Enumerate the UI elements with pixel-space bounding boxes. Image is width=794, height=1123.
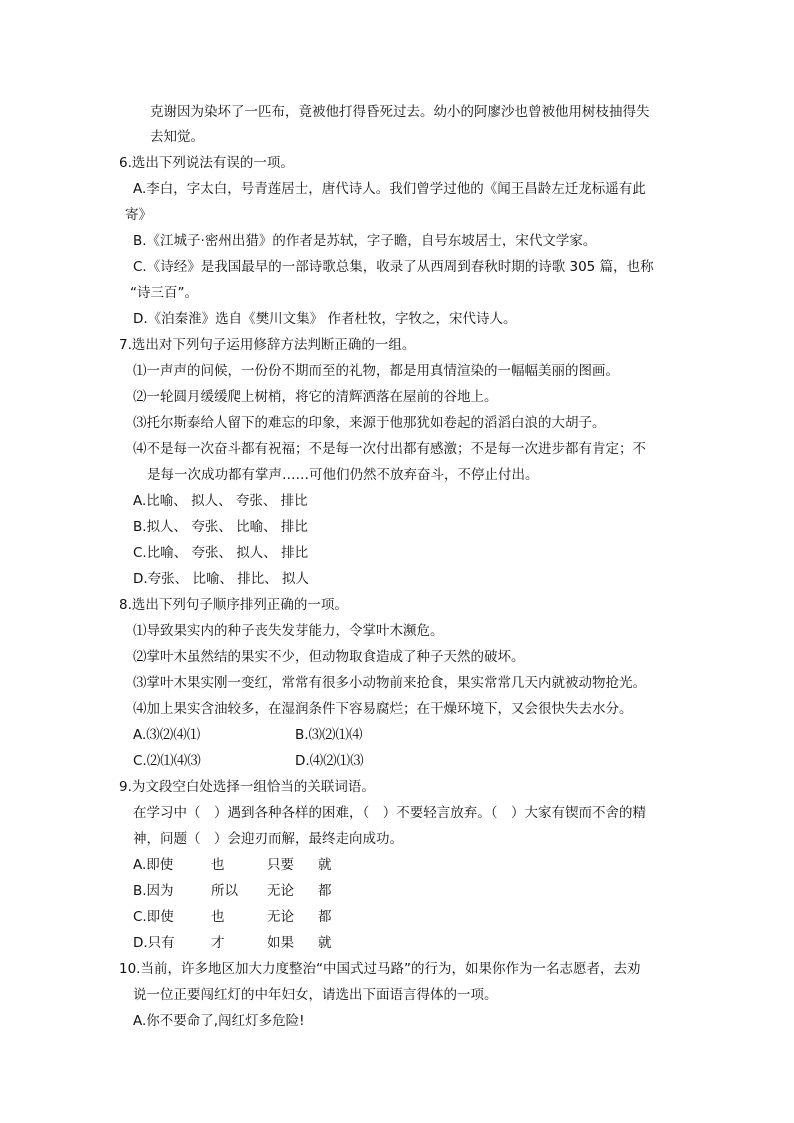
q8-sentence-2: ⑵掌叶木虽然结的果实不少，但动物取食造成了种子天然的破坏。 [133,649,525,665]
q7-stem: 7.选出对下列句子运用修辞方法判断正确的一组。 [119,337,416,353]
q9-stem: 9.为文段空白处选择一组恰当的关联词语。 [119,779,375,795]
q9-option-c-word-3: 无论 [267,909,294,925]
q9-option-c-word-4: 都 [318,909,332,925]
q9-option-b-word-1: B.因为 [133,883,174,899]
q7-option-a: A.比喻、 拟人、 夸张、 排比 [133,493,308,509]
q9-option-d-word-3: 如果 [267,935,294,951]
q9-option-b-word-4: 都 [318,883,332,899]
q6-option-a-line-2: 寄》 [125,207,152,223]
q7-option-d: D.夸张、 比喻、 排比、 拟人 [133,571,310,587]
q6-option-a-line-1: A.李白，字太白，号青莲居士，唐代诗人。我们曾学过他的《闻王昌龄左迁龙标遥有此 [133,181,646,197]
q7-sentence-2: ⑵一轮圆月缓缓爬上树梢，将它的清辉洒落在屋前的谷地上。 [133,389,498,405]
q10-stem-line-2: 说一位正要闯红灯的中年妇女，请选出下面语言得体的一项。 [133,987,498,1003]
q7-option-c: C.比喻、 夸张、 拟人、 排比 [133,545,309,561]
q8-option-b: B.⑶⑵⑴⑷ [295,727,363,743]
q7-option-b: B.拟人、 夸张、 比喻、 排比 [133,519,308,535]
q7-sentence-1: ⑴一声声的问候，一份份不期而至的礼物，都是用真情渲染的一幅幅美丽的图画。 [133,363,619,379]
q9-option-b-word-2: 所以 [211,883,238,899]
q6-option-c-line-1: C.《诗经》是我国最早的一部诗歌总集，收录了从西周到春秋时期的诗歌 305 篇，也称 [133,259,654,275]
q9-option-c-word-2: 也 [211,909,225,925]
q10-option-a: A.你不要命了,闯红灯多危险! [133,1013,305,1029]
q8-sentence-3: ⑶掌叶木果实刚一变红，常常有很多小动物前来抢食，果实常常几天内就被动物抢光。 [133,675,646,691]
q7-sentence-4-line-2: 是每一次成功都有掌声……可他们仍然不放弃奋斗，不停止付出。 [147,467,539,483]
q6-option-c-line-2: “诗三百”。 [130,285,198,301]
q7-sentence-4-line-1: ⑷不是每一次奋斗都有祝福；不是每一次付出都有感激；不是每一次进步都有肯定；不 [133,441,646,457]
q9-option-c-word-1: C.即使 [133,909,174,925]
q9-option-a-word-3: 只要 [267,857,294,873]
q9-option-a-word-2: 也 [211,857,225,873]
q9-option-a-word-4: 就 [318,857,332,873]
intro-line-2: 去知觉。 [150,129,204,145]
q9-option-d-word-1: D.只有 [133,935,175,951]
q9-option-d-word-4: 就 [318,935,332,951]
q8-option-a: A.⑶⑵⑷⑴ [133,727,201,743]
q8-sentence-4: ⑷加上果实含油较多，在湿润条件下容易腐烂；在干燥环境下，又会很快失去水分。 [133,701,633,717]
q8-option-c: C.⑵⑴⑷⑶ [133,753,201,769]
q9-option-b-word-3: 无论 [267,883,294,899]
q9-option-a-word-1: A.即使 [133,857,174,873]
q6-stem: 6.选出下列说法有误的一项。 [119,155,294,171]
q8-stem: 8.选出下列句子顺序排列正确的一项。 [119,597,348,613]
q6-option-d: D.《泊秦淮》选自《樊川文集》 作者杜牧，字牧之，宋代诗人。 [133,311,517,327]
q9-passage-line-2: 神，问题（ ）会迎刃而解，最终走向成功。 [133,831,403,847]
q9-passage-line-1: 在学习中（ ）遇到各种各样的困难，（ ）不要轻言放弃。（ ）大家有锲而不舍的精 [133,805,646,821]
q8-option-d: D.⑷⑵⑴⑶ [295,753,364,769]
q9-option-d-word-2: 才 [211,935,225,951]
q7-sentence-3: ⑶托尔斯泰给人留下的难忘的印象，来源于他那犹如卷起的滔滔白浪的大胡子。 [133,415,606,431]
q10-stem-line-1: 10.当前，许多地区加大力度整治“中国式过马路”的行为，如果你作为一名志愿者，去劝 [119,961,641,977]
intro-line-1: 克谢因为染坏了一匹布，竟被他打得昏死过去。幼小的阿廖沙也曾被他用树枝抽得失 [150,104,650,120]
q6-option-b: B.《江城子·密州出猎》的作者是苏轼，字子瞻，自号东坡居士，宋代文学家。 [133,233,597,249]
q8-sentence-1: ⑴导致果实内的种子丧失发芽能力，令掌叶木濒危。 [133,623,444,639]
